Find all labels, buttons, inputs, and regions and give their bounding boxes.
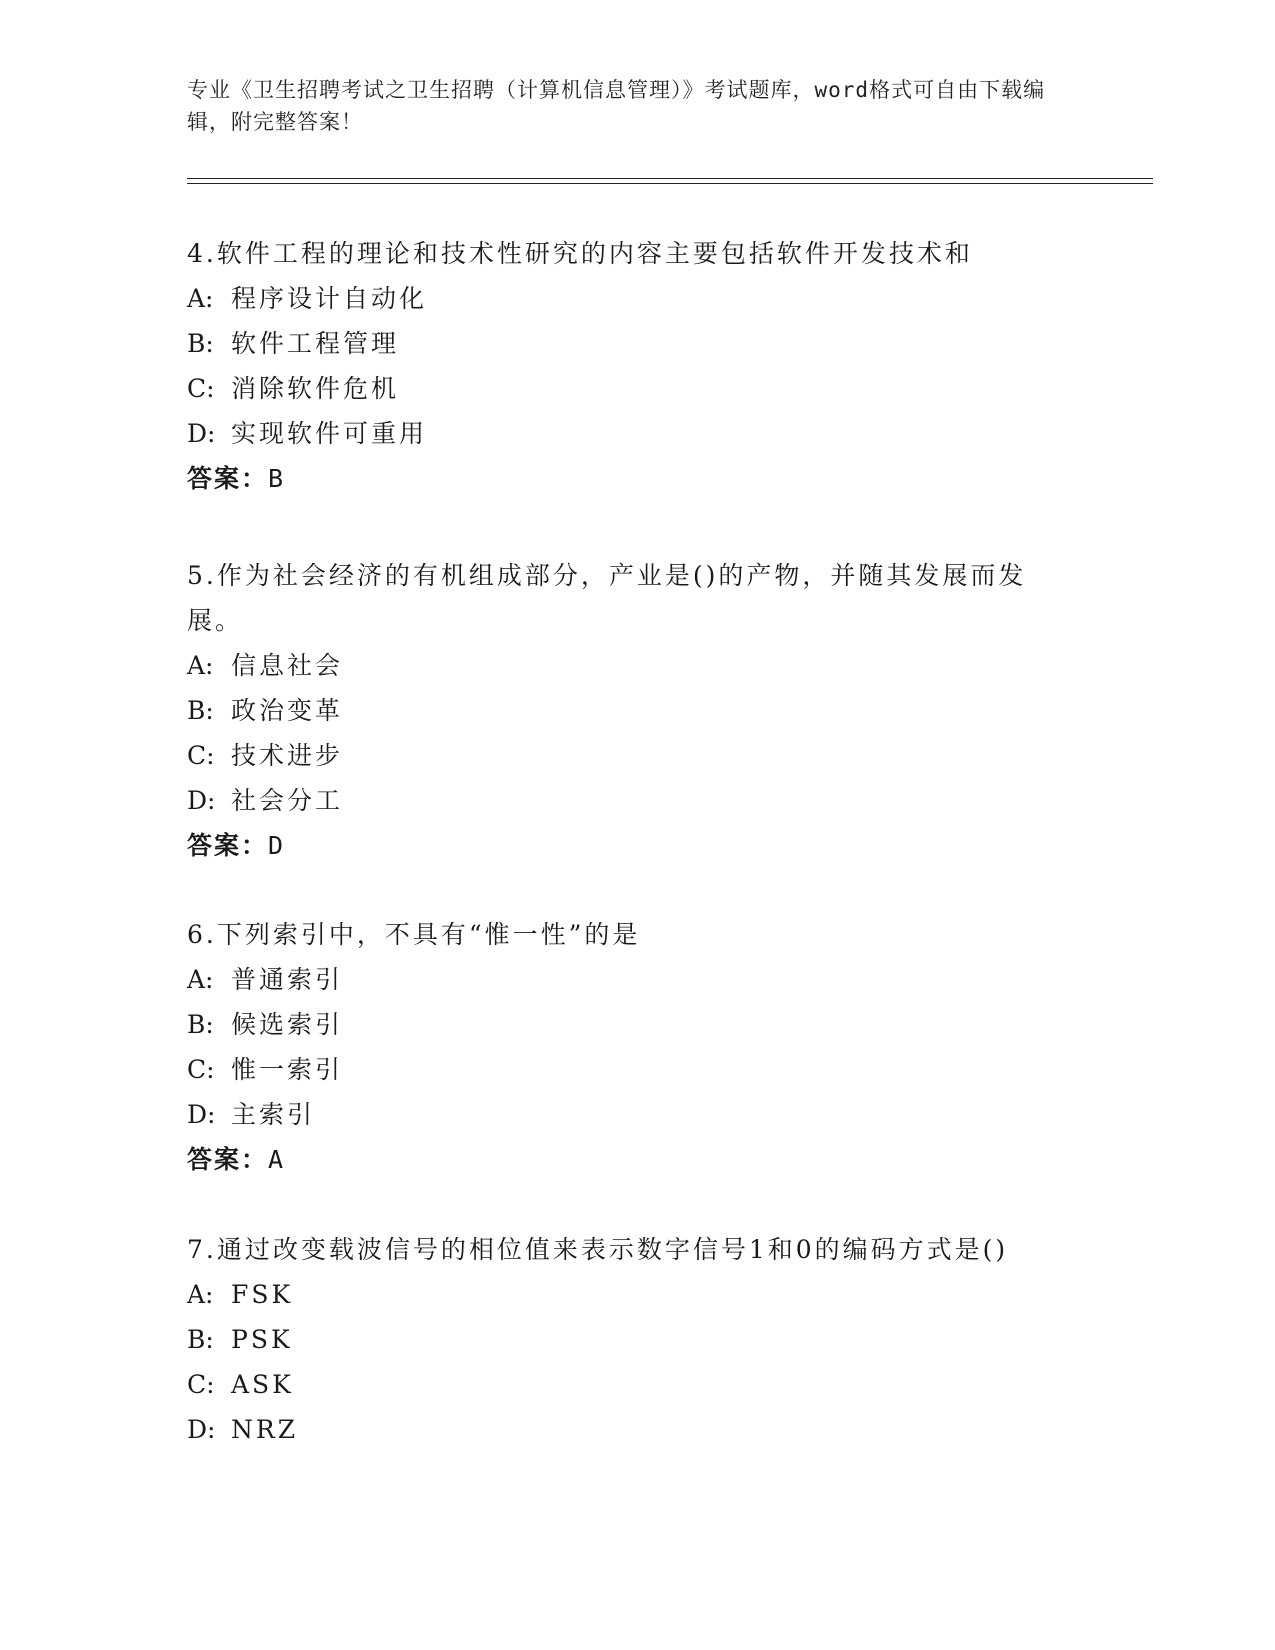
option-b — [187, 1317, 1067, 1362]
option-text: 技术进步 — [231, 741, 344, 770]
answer-label: 答案： — [187, 831, 269, 860]
option-key: B: — [187, 696, 214, 725]
option-a — [187, 276, 1067, 321]
answer-label: 答案： — [187, 464, 269, 493]
option-key: A: — [187, 965, 214, 994]
answer-line — [187, 456, 1067, 501]
option-key: B: — [187, 1325, 214, 1354]
question-5 — [187, 553, 1067, 868]
option-text: FSK — [231, 1280, 294, 1309]
option-text: PSK — [231, 1325, 293, 1354]
option-text: ASK — [231, 1370, 294, 1399]
option-text: NRZ — [231, 1415, 299, 1444]
option-key: A: — [187, 1280, 214, 1309]
option-b — [187, 1002, 1067, 1047]
option-key: C: — [187, 1055, 215, 1084]
question-stem: 7.通过改变载波信号的相位值来表示数字信号1和0的编码方式是() — [187, 1235, 1009, 1264]
option-key: D: — [187, 1415, 216, 1444]
option-c — [187, 733, 1067, 778]
question-stem: 5.作为社会经济的有机组成部分，产业是()的产物，并随其发展而发展。 — [187, 561, 1027, 635]
option-text: 消除软件危机 — [231, 374, 400, 403]
option-text: 候选索引 — [231, 1010, 344, 1039]
answer-value: A — [268, 1145, 284, 1174]
option-d — [187, 778, 1067, 823]
answer-label: 答案： — [187, 1145, 269, 1174]
header-divider-top — [187, 178, 1153, 179]
option-text: 普通索引 — [231, 965, 344, 994]
question-4 — [187, 231, 1067, 501]
question-stem: 4.软件工程的理论和技术性研究的内容主要包括软件开发技术和 — [187, 239, 973, 268]
option-key: C: — [187, 374, 215, 403]
option-key: C: — [187, 1370, 215, 1399]
option-b — [187, 688, 1067, 733]
option-text: 主索引 — [231, 1100, 316, 1129]
option-text: 程序设计自动化 — [231, 284, 428, 313]
option-text: 政治变革 — [231, 696, 344, 725]
option-c — [187, 366, 1067, 411]
option-key: C: — [187, 741, 215, 770]
question-6 — [187, 912, 1067, 1182]
answer-value: B — [268, 464, 284, 493]
option-key: B: — [187, 329, 214, 358]
option-key: A: — [187, 651, 214, 680]
option-key: D: — [187, 419, 216, 448]
option-key: B: — [187, 1010, 214, 1039]
option-a — [187, 1272, 1067, 1317]
option-b — [187, 321, 1067, 366]
option-text: 信息社会 — [231, 651, 344, 680]
option-text: 实现软件可重用 — [231, 419, 428, 448]
question-stem: 6.下列索引中，不具有“惟一性”的是 — [187, 920, 641, 949]
option-key: D: — [187, 1100, 216, 1129]
option-key: D: — [187, 786, 216, 815]
option-text: 社会分工 — [231, 786, 344, 815]
option-text: 惟一索引 — [231, 1055, 344, 1084]
option-a — [187, 643, 1067, 688]
answer-line — [187, 1137, 1067, 1182]
question-7 — [187, 1227, 1067, 1452]
header-divider-bottom — [187, 183, 1153, 184]
option-a — [187, 957, 1067, 1002]
answer-value: D — [268, 831, 284, 860]
option-d — [187, 411, 1067, 456]
answer-line — [187, 823, 1067, 868]
option-d — [187, 1407, 1067, 1452]
document-header: 专业《卫生招聘考试之卫生招聘（计算机信息管理）》考试题库，word格式可自由下载编辑，附完整答案！ — [187, 78, 1046, 134]
option-key: A: — [187, 284, 214, 313]
option-c — [187, 1362, 1067, 1407]
option-d — [187, 1092, 1067, 1137]
option-c — [187, 1047, 1067, 1092]
option-text: 软件工程管理 — [231, 329, 400, 358]
